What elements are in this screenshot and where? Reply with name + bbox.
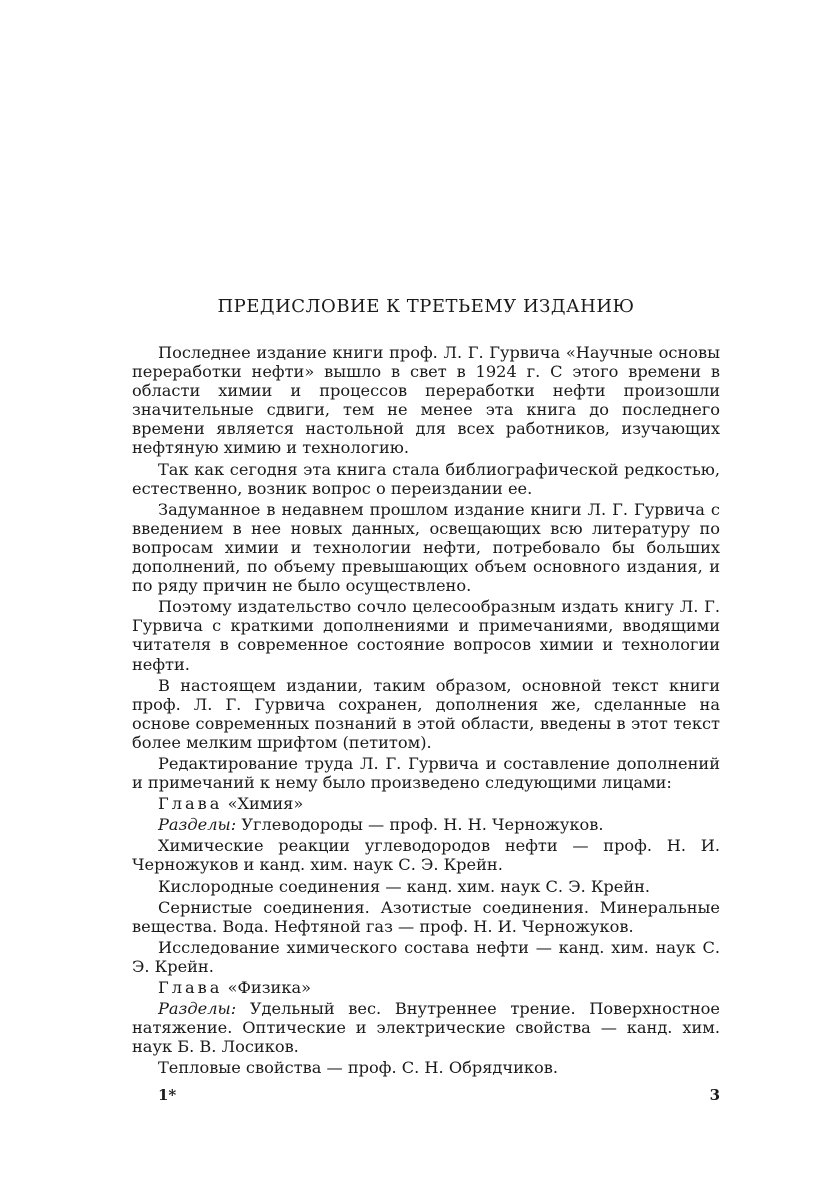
paragraph: Поэтому издательство сочло целесообразным издать книгу Л. Г. Гурвича с краткими дополнениями и примечаниями, вводящими читателя в современное состояние вопросов химии и технологии нефти.: [132, 597, 720, 674]
sections-label: Разделы:: [158, 815, 237, 835]
chapter-name: «Физика»: [227, 978, 311, 997]
chapter-item: Исследование химического состава нефти — канд. хим. наук С. Э. Крейн.: [132, 937, 720, 976]
chapter-name: «Химия»: [227, 794, 304, 814]
chapter-heading-chemistry: [132, 794, 720, 813]
paragraph: Редактирование труда Л. Г. Гурвича и составление дополнений и примечаний к нему было произведено следующими лицами:: [132, 753, 720, 793]
paragraph: Так как сегодня эта книга стала библиографической редкостью, естественно, возник вопрос о переиздании ее.: [132, 459, 720, 498]
paragraph: Последнее издание книги проф. Л. Г. Гурвича «Научные основы переработки нефти» вышло в свет в 1924 г. С этого времени в области химии и процессов переработки нефти произошли значительные сдвиги, тем не менее эта книга до последнего времени является настольной для всех работников, изучающих нефтяную химию и технологию.: [132, 343, 720, 458]
signature-mark: 1*: [158, 1086, 177, 1104]
page-number: 3: [709, 1086, 720, 1104]
sections-label: Разделы:: [158, 999, 237, 1019]
chapter-heading-physics: [132, 978, 720, 997]
sections-text: Удельный вес. Внутреннее трение. Поверхностное натяжение. Оптические и электрические свойства — канд. хим. наук Б. В. Лосиков.: [132, 999, 720, 1057]
sections-text: Углеводороды — проф. Н. Н. Черножуков.: [241, 815, 604, 835]
sections-physics: [132, 999, 720, 1056]
page-body: [132, 296, 720, 1079]
chapter-word: Глава: [158, 978, 223, 997]
chapter-item: Химические реакции углеводородов нефти — проф. Н. И. Черножуков и канд. хим. наук С. Э. Крейн.: [132, 836, 720, 875]
sections-chemistry: [132, 815, 720, 834]
chapter-word: Глава: [158, 794, 223, 814]
chapter-item: Кислородные соединения — канд. хим. наук С. Э. Крейн.: [158, 876, 651, 896]
page-title: ПРЕДИСЛОВИЕ К ТРЕТЬЕМУ ИЗДАНИЮ: [217, 296, 635, 317]
chapter-item: Сернистые соединения. Азотистые соединения. Минеральные вещества. Вода. Нефтяной газ — проф. Н. И. Черножуков.: [132, 897, 720, 936]
chapter-item: Тепловые свойства — проф. С. Н. Обрядчиков.: [158, 1058, 559, 1078]
paragraph: Задуманное в недавнем прошлом издание книги Л. Г. Гурвича с введением в нее новых данных, освещающих всю литературу по вопросам химии и технологии нефти, потребовало бы больших дополнений, по объему превышающих объем основного издания, и по ряду причин не было осуществлено.: [132, 499, 720, 596]
paragraph: В настоящем издании, таким образом, основной текст книги проф. Л. Г. Гурвича сохранен, дополнения же, сделанные на основе современных познаний в этой области, введены в этот текст более мелким шрифтом (петитом).: [132, 675, 720, 752]
